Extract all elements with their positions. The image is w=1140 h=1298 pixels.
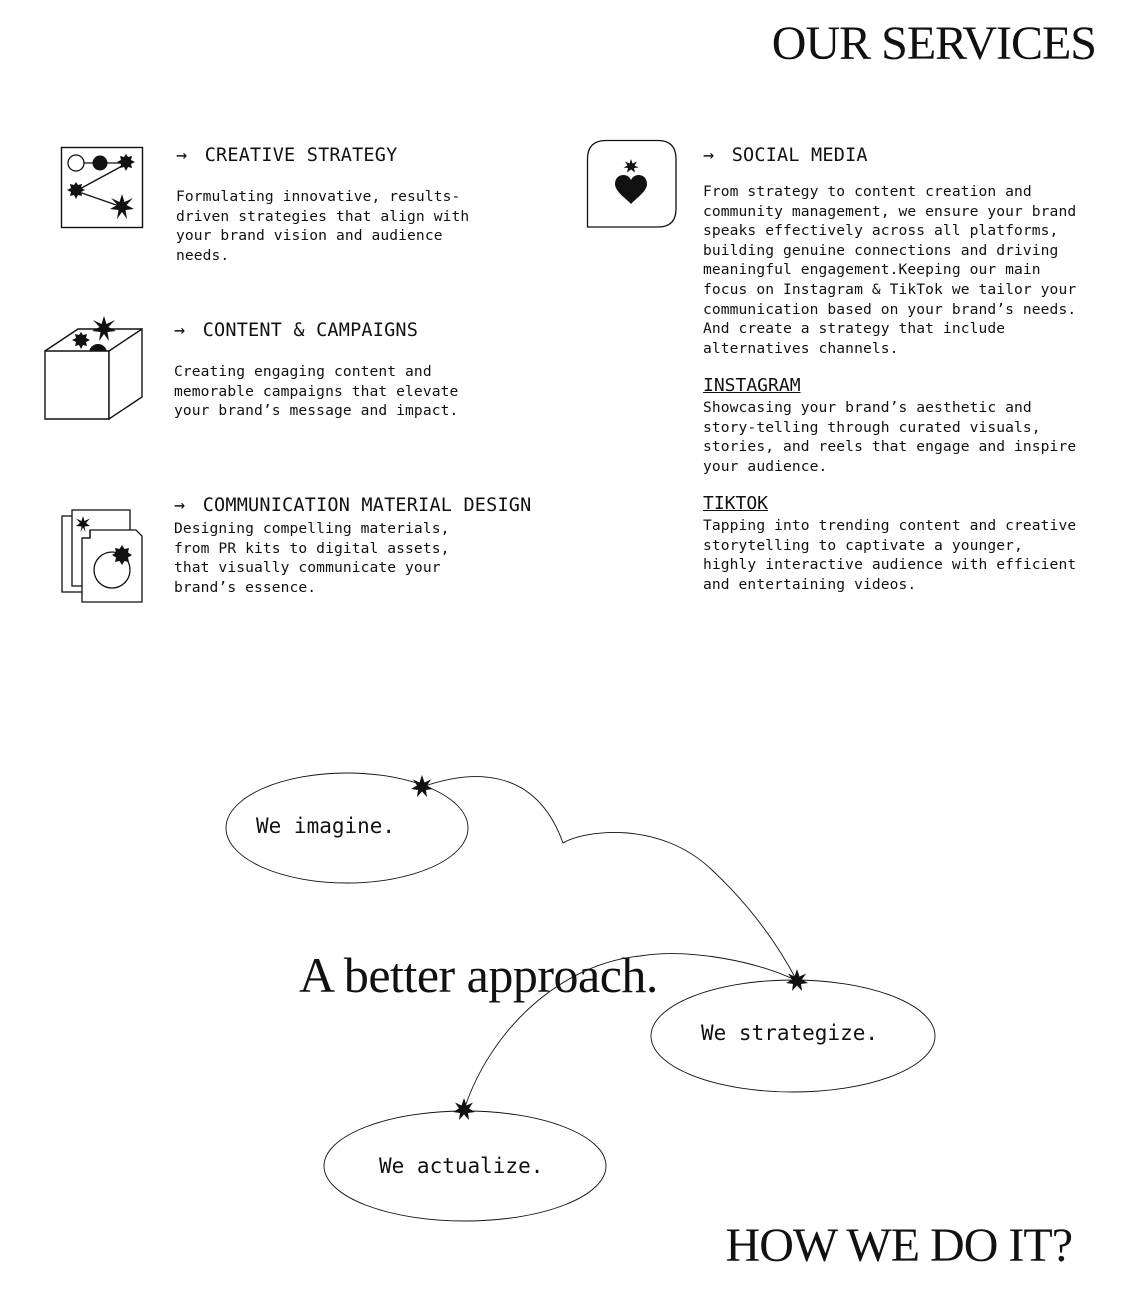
service-title-content-campaigns (174, 322, 418, 341)
step-label-strategize: We strategize. (701, 1021, 879, 1045)
step-label-imagine: We imagine. (256, 814, 396, 838)
service-title-creative-strategy (176, 147, 397, 166)
service-title-text: CREATIVE STRATEGY (204, 145, 398, 166)
documents-stack-icon (60, 508, 146, 604)
star-marker-icon (411, 775, 433, 797)
service-title-text: COMMUNICATION MATERIAL DESIGN (202, 495, 532, 516)
approach-heading: A better approach. (299, 947, 658, 1003)
arrow-icon: → (174, 320, 186, 341)
tiktok-heading: TIKTOK (703, 493, 769, 514)
service-title-text: CONTENT & CAMPAIGNS (202, 320, 419, 341)
service-description-creative-strategy: Formulating innovative, results- driven strategies that align with your brand vision and audience needs. (176, 188, 470, 264)
open-box-icon (42, 316, 146, 422)
service-title-text: SOCIAL MEDIA (731, 145, 868, 166)
heart-icon (586, 139, 678, 229)
arrow-icon: → (174, 495, 186, 516)
instagram-heading: INSTAGRAM (703, 375, 801, 396)
network-diagram-icon (60, 146, 144, 230)
section-title-how-we-do-it: HOW WE DO IT? (725, 1219, 1072, 1272)
service-title-communication-design (174, 497, 532, 516)
page-title-our-services: OUR SERVICES (771, 17, 1096, 70)
service-title-social-media (703, 147, 868, 166)
service-description-communication-design: Designing compelling materials, from PR kits to digital assets, that visually communicate your brand’s essence. (174, 520, 450, 596)
service-description-social-media: From strategy to content creation and community management, we ensure your brand speaks effectively across all platforms, building genuine connections and driving meaningful engagement.Keeping our main focus on Instagram & TikTok we tailor your communication based on your brand’s needs. And create a strategy that include alternatives channels. (703, 183, 1077, 357)
arrow-icon: → (703, 145, 715, 166)
tiktok-description: Tapping into trending content and creative storytelling to captivate a younger, highly interactive audience with efficient and entertaining videos. (703, 517, 1077, 593)
service-description-content-campaigns: Creating engaging content and memorable campaigns that elevate your brand’s message and impact. (174, 363, 459, 420)
step-label-actualize: We actualize. (379, 1154, 544, 1178)
star-marker-icon (453, 1098, 475, 1120)
instagram-description: Showcasing your brand’s aesthetic and story-telling through curated visuals, stories, and reels that engage and inspire your audience. (703, 399, 1077, 475)
arrow-icon: → (176, 145, 188, 166)
